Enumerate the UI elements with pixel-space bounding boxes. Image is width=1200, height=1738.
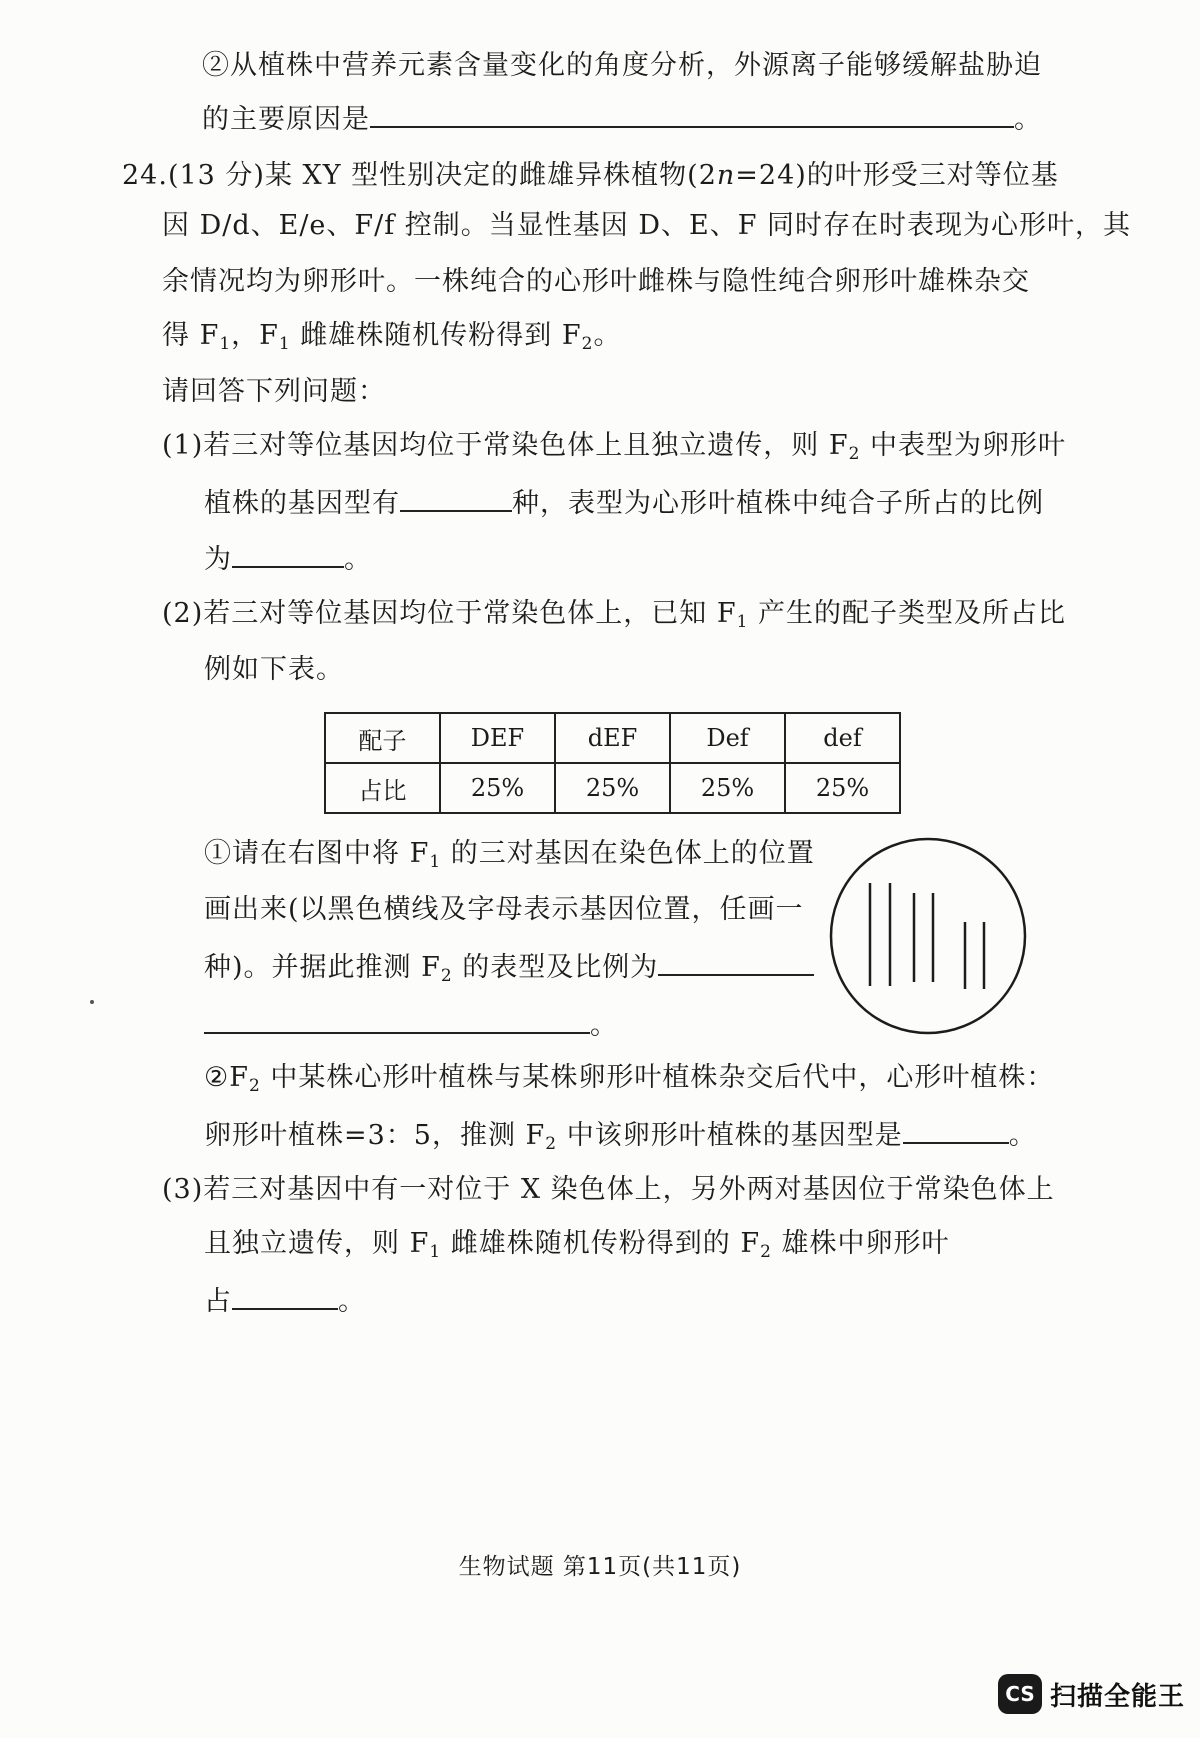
table-cell: def [785,713,900,763]
table-cell: 25% [440,763,555,813]
q24-sub2-q2-line2: 卵形叶植株=3：5，推测 $F_2$ 中该卵形叶植株的基因型是 。 [204,1114,1037,1156]
q24-stem-line3: 余情况均为卵形叶。一株纯合的心形叶雌株与隐性纯合卵形叶雄株杂交 [162,266,1030,297]
q24-sub2-line2: 例如下表。 [204,654,344,685]
q23-part2-line1: ②从植株中营养元素含量变化的角度分析，外源离子能够缓解盐胁迫 [202,50,1042,81]
camscanner-logo-icon: CS [998,1674,1042,1714]
q24-sub2-q1-line4: 。 [204,1004,618,1046]
q24-prompt: 请回答下列问题： [162,376,386,407]
answer-blank[interactable] [903,1114,1009,1144]
q24-sub1-line2: 植株的基因型有 种，表型为心形叶植株中纯合子所占的比例 [204,482,1044,524]
table-cell: dEF [555,713,670,763]
table-cell: 占比 [325,763,440,813]
answer-blank[interactable] [232,538,344,568]
table-row [325,713,900,763]
answer-blank[interactable] [400,482,512,512]
q24-sub3-line2: 且独立遗传，则 $F_1$ 雌雄株随机传粉得到的 $F_2$ 雄株中卵形叶 [204,1228,950,1262]
question-number: 24. [122,160,168,191]
table-cell: 25% [670,763,785,813]
q24-stem-line4: 得 $F_1$，$F_1$ 雌雄株随机传粉得到 $F_2$。 [162,320,622,354]
answer-blank[interactable] [370,98,1014,128]
q24-sub3-line1: (3)若三对基因中有一对位于 X 染色体上，另外两对基因位于常染色体上 [162,1174,1055,1205]
cell-circle [831,839,1025,1033]
table-cell: 配子 [325,713,440,763]
gamete-table [324,712,901,814]
scanner-watermark [998,1672,1185,1716]
watermark-text: 扫描全能王 [1050,1681,1186,1712]
q24-stem-line1: 24.(13 分)某 XY 型性别决定的雌雄异株植物(2n=24)的叶形受三对等位基 [122,160,1059,191]
q23-part2-line2: 的主要原因是 。 [202,98,1042,140]
q24-sub1-line3: 为 。 [204,538,372,580]
scan-dot [90,1000,94,1004]
q24-stem-line2: 因 D/d、E/e、F/f 控制。当显性基因 D、E、F 同时存在时表现为心形叶，其 [162,210,1132,241]
q24-sub3-line3: 占 。 [204,1280,366,1322]
chromosome-diagram[interactable] [828,836,1028,1036]
answer-blank[interactable] [658,946,814,976]
answer-blank[interactable] [204,1004,590,1034]
q24-sub2-line1: (2)若三对等位基因均位于常染色体上，已知 $F_1$ 产生的配子类型及所占比 [162,598,1066,632]
table-cell: Def [670,713,785,763]
q24-sub2-q1-line2: 画出来(以黑色横线及字母表示基因位置，任画一 [204,894,804,925]
q24-sub2-q1-line3: 种)。并据此推测 $F_2$ 的表型及比例为 [204,946,814,988]
table-cell: DEF [440,713,555,763]
answer-blank[interactable] [232,1280,338,1310]
table-row [325,763,900,813]
q24-sub2-q1-line1: ①请在右图中将 $F_1$ 的三对基因在染色体上的位置 [204,838,815,872]
page-footer: 生物试题 第11页(共11页) [458,1554,742,1580]
table-cell: 25% [785,763,900,813]
q24-sub1-line1: (1)若三对等位基因均位于常染色体上且独立遗传，则 $F_2$ 中表型为卵形叶 [162,430,1066,464]
q24-sub2-q2-line1: $②F_2$ 中某株心形叶植株与某株卵形叶植株杂交后代中，心形叶植株： [204,1062,1055,1096]
table-cell: 25% [555,763,670,813]
